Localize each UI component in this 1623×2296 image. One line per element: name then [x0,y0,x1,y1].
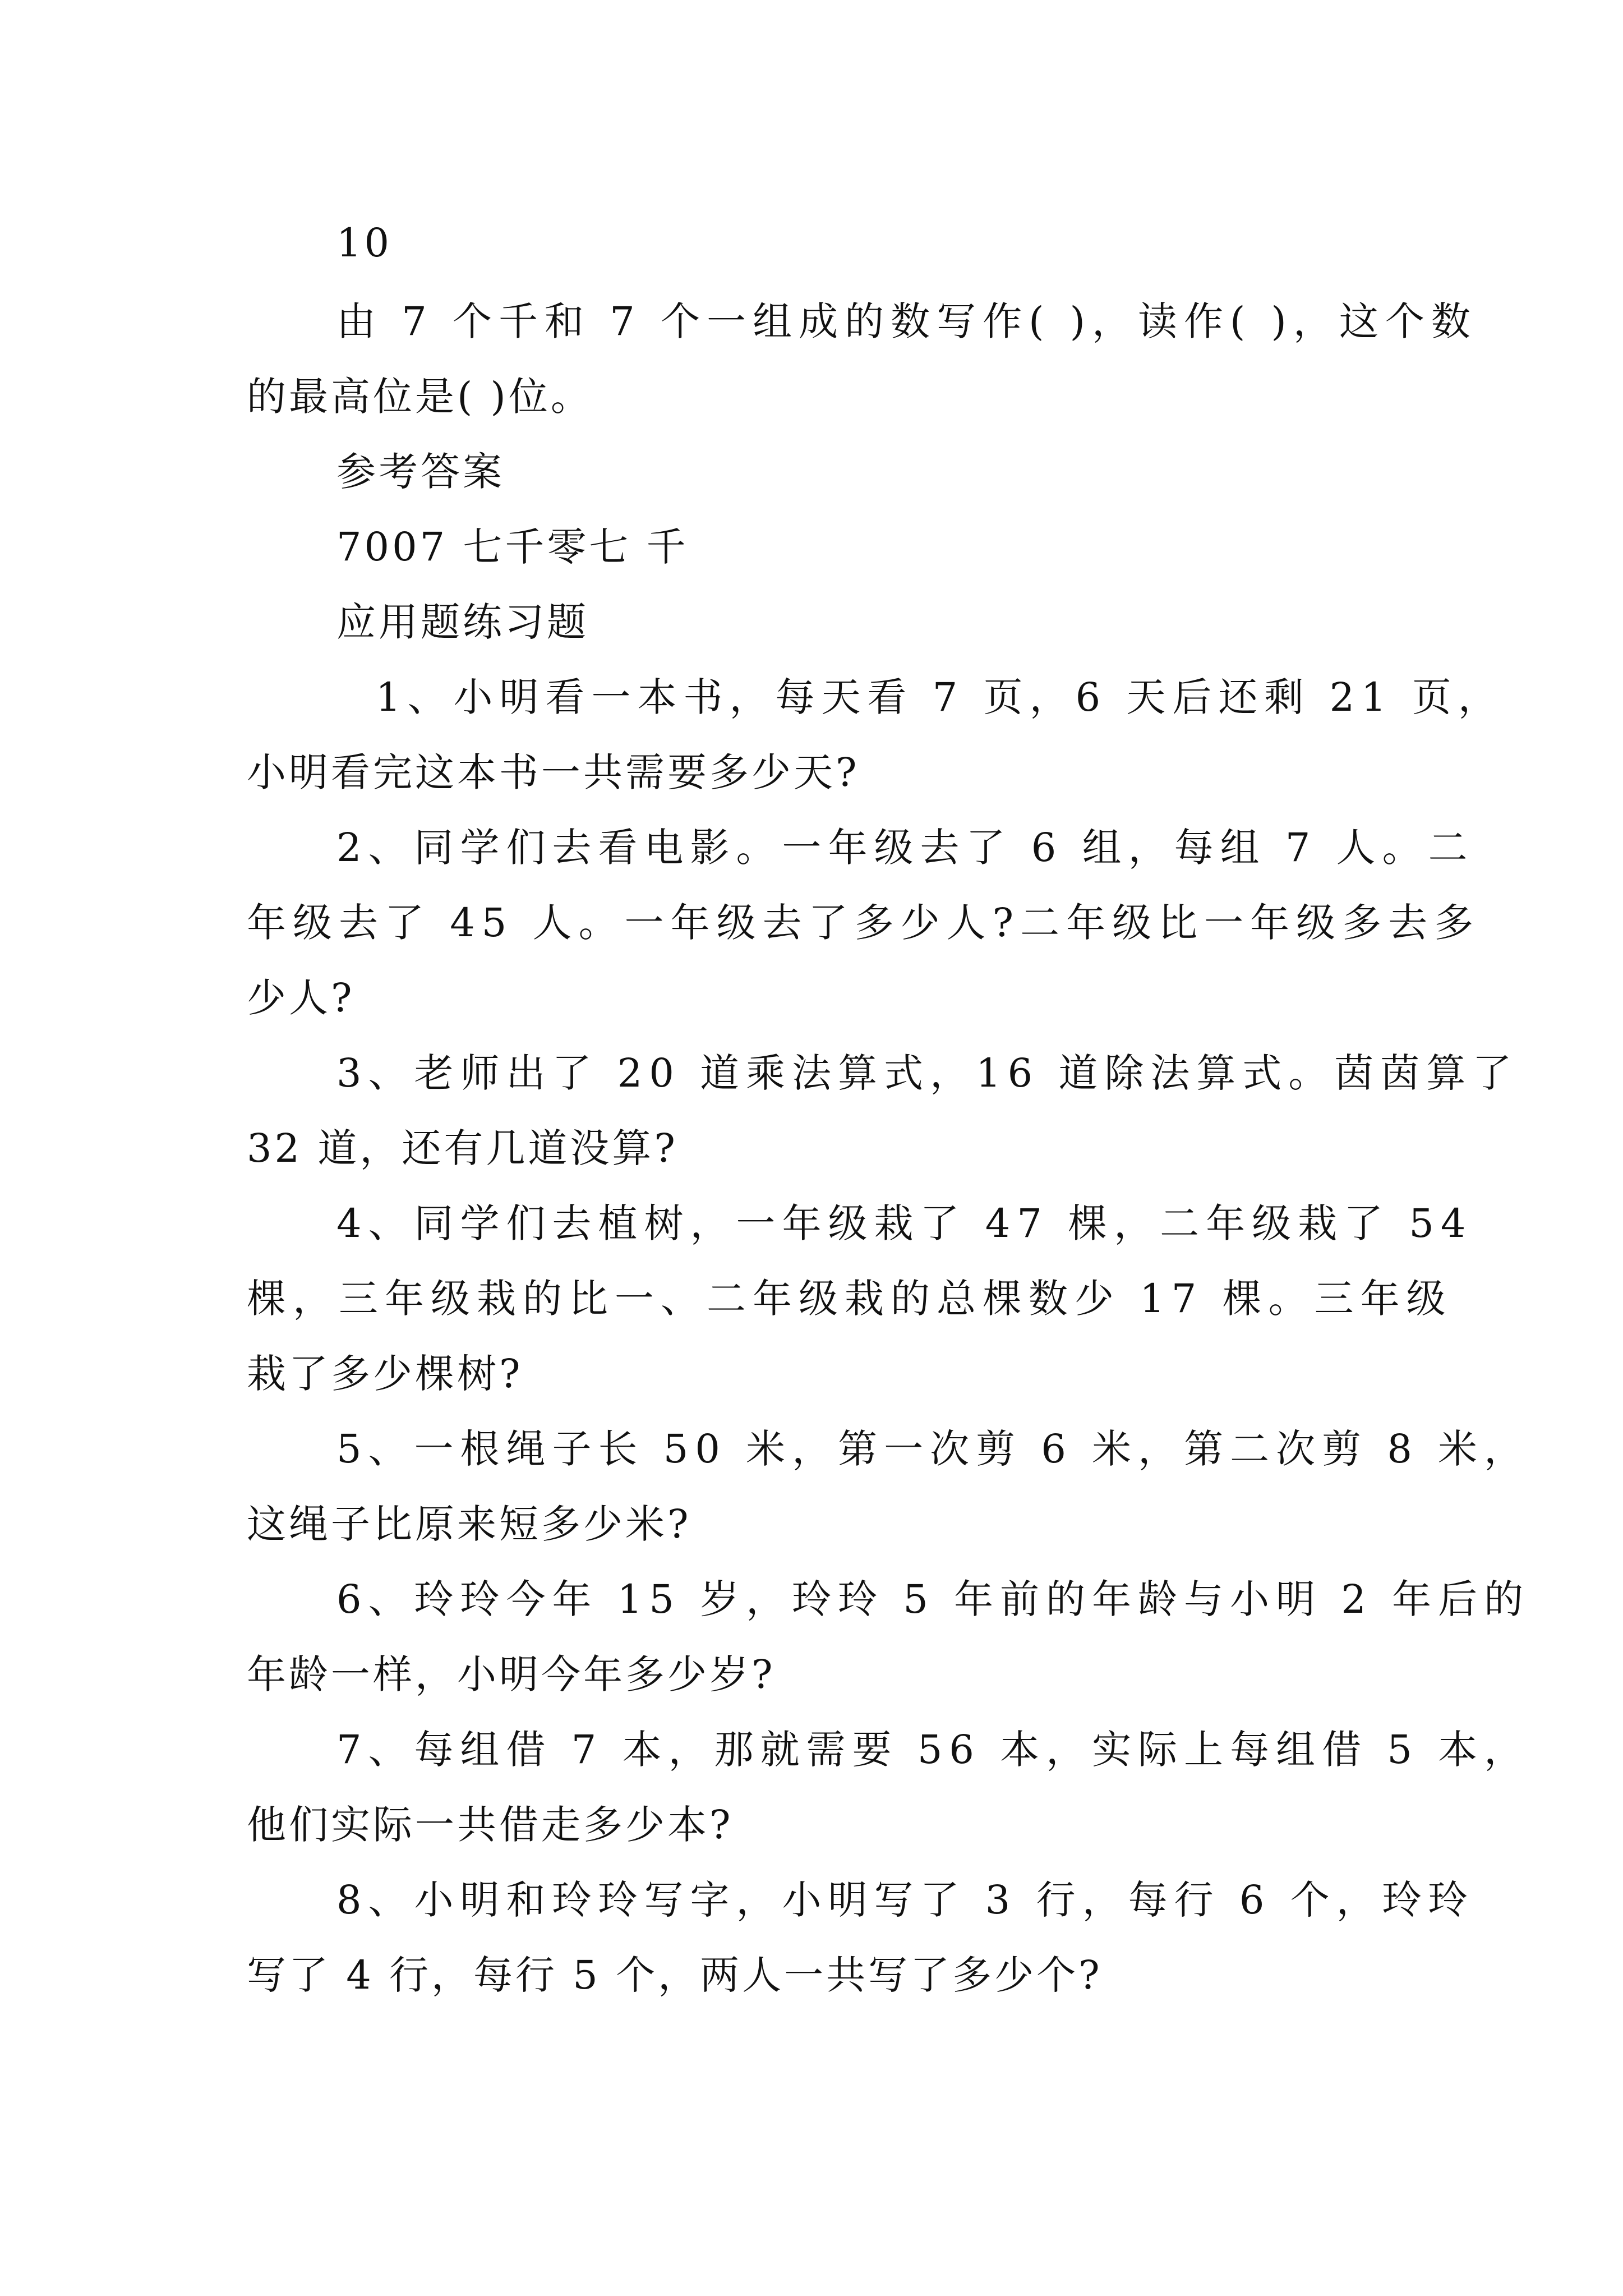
problem-4-line-3: 栽了多少棵树? [247,1351,523,1397]
problem-2-line-2: 年级去了 45 人。一年级去了多少人?二年级比一年级多去多 [247,900,1481,946]
problem-3-line-2: 32 道，还有几道没算? [247,1125,678,1171]
problem-8-line-1: 8、小明和玲玲写字，小明写了 3 行，每行 6 个，玲玲 [336,1877,1474,1923]
problem-7-line-2: 他们实际一共借走多少本? [247,1802,734,1848]
answer-heading: 参考答案 [336,449,505,495]
section-title: 应用题练习题 [336,599,589,645]
problem-8-line-2: 写了 4 行，每行 5 个，两人一共写了多少个? [247,1952,1103,1998]
question-text-line-2: 的最高位是( )位。 [247,374,593,420]
problem-7-line-1: 7、每组借 7 本，那就需要 56 本，实际上每组借 5 本， [336,1727,1530,1773]
question-text-line-1: 由 7 个千和 7 个一组成的数写作( )，读作( )，这个数 [336,298,1477,344]
problem-6-line-2: 年龄一样，小明今年多少岁? [247,1651,776,1697]
problem-1-line-2: 小明看完这本书一共需要多少天? [247,749,860,795]
problem-4-line-2: 棵，三年级栽的比一、二年级栽的总棵数少 17 棵。三年级 [247,1276,1453,1322]
problem-2-line-3: 少人? [247,975,355,1021]
problem-3-line-1: 3、老师出了 20 道乘法算式，16 道除法算式。茵茵算了 [336,1050,1519,1096]
answer-text: 7007 七千零七 千 [336,524,689,570]
problem-5-line-1: 5、一根绳子长 50 米，第一次剪 6 米，第二次剪 8 米， [336,1426,1530,1472]
problem-1-line-1: 1、小明看一本书，每天看 7 页，6 天后还剩 21 页， [376,674,1504,720]
problem-5-line-2: 这绳子比原来短多少米? [247,1501,691,1547]
problem-2-line-1: 2、同学们去看电影。一年级去了 6 组，每组 7 人。二 [336,825,1474,871]
question-number: 10 [336,220,393,266]
problem-6-line-1: 6、玲玲今年 15 岁，玲玲 5 年前的年龄与小明 2 年后的 [336,1576,1530,1622]
problem-4-line-1: 4、同学们去植树，一年级栽了 47 棵，二年级栽了 54 [336,1200,1473,1246]
